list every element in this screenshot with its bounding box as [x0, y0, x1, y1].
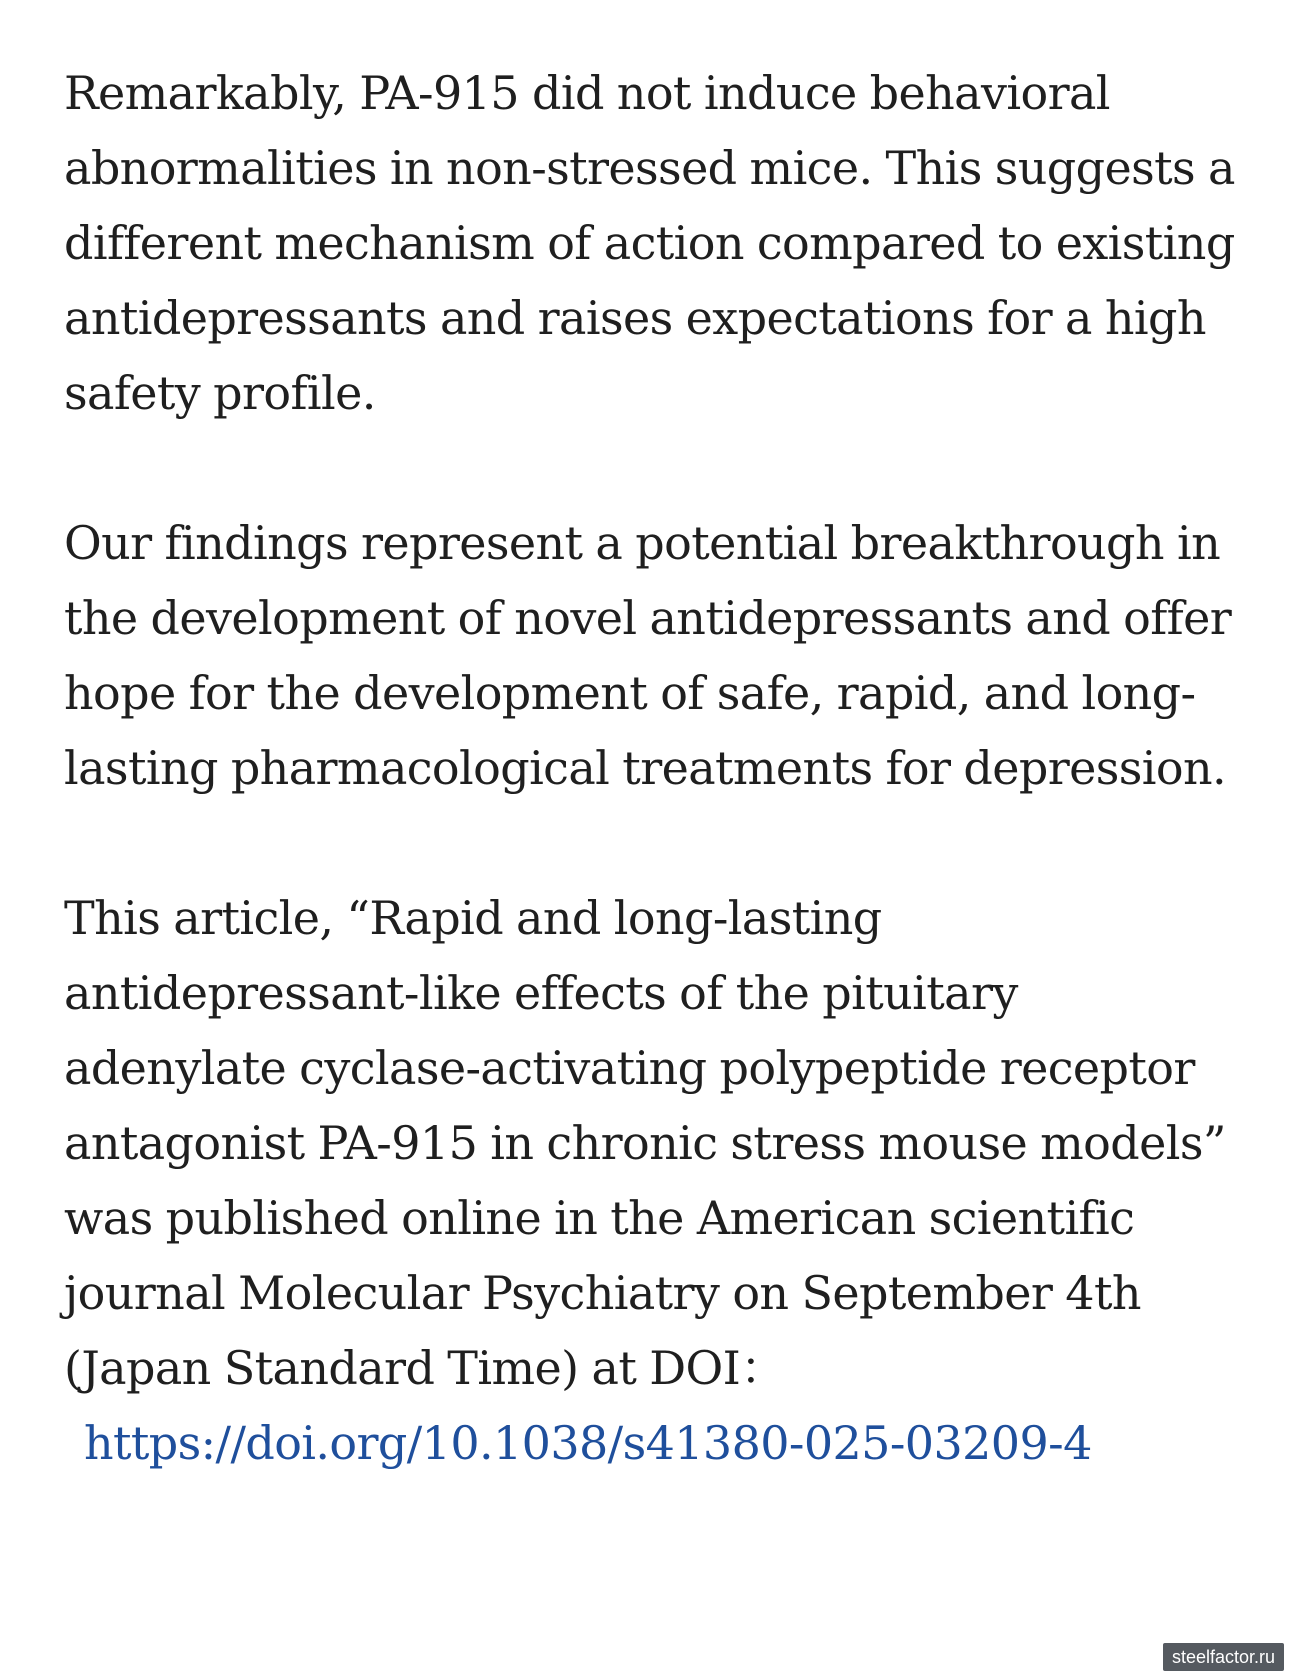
doi-link[interactable]: https://doi.org/10.1038/s41380-025-03209-4 [84, 1416, 1092, 1470]
paragraph-safety-profile: Remarkably, PA-915 did not induce behavioral abnormalities in non-stressed mice. This suggests a different mechanism of action compared to existing antidepressants and raises expectations for a high safety profile. [64, 66, 1235, 420]
publication-text: This article, “Rapid and long-lasting antidepressant-like effects of the pituitary adenylate cyclase-activating polypeptide receptor antagonist PA-915 in chronic stress mouse models” was published online in the American scientific journal Molecular Psychiatry on September 4th (Japan Standard Time) at DOI： [64, 891, 1226, 1395]
watermark: steelfactor.ru [1163, 1643, 1284, 1671]
paragraph-publication [64, 881, 1244, 1481]
paragraph-findings: Our findings represent a potential breakthrough in the development of novel antidepressants and offer hope for the development of safe, rapid, and long-lasting pharmacological treatments for depression. [64, 516, 1232, 795]
article-body [64, 56, 1244, 1556]
